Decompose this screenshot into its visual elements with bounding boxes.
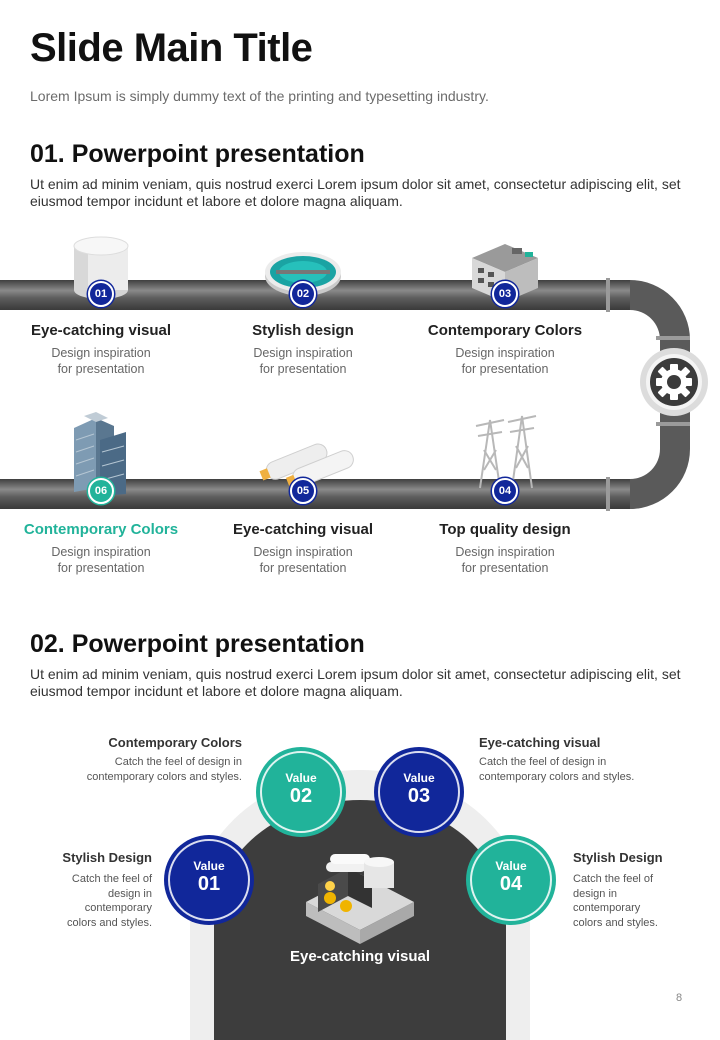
feature-desc-top-left: Catch the feel of design in contemporary colors and styles.: [86, 756, 242, 783]
stage-desc: Design inspiration for presentation: [51, 346, 151, 376]
center-label: Eye-catching visual: [289, 948, 431, 965]
stage-badge-05: 05: [290, 478, 316, 504]
section2-title: 02. Powerpoint presentation: [30, 630, 365, 658]
stage-06: [16, 521, 186, 576]
section2-body: Ut enim ad minim veniam, quis nostrud exerci Lorem ipsum dolor sit amet, consectetur adipiscing elit, set eiusmod tempor incidunt et labore et dolore magna aliquam.: [30, 666, 681, 699]
stage-desc: Design inspiration for presentation: [455, 346, 555, 376]
slide-subtitle: Lorem Ipsum is simply dummy text of the printing and typesetting industry.: [30, 88, 489, 104]
stage-title: Stylish design: [252, 322, 354, 339]
stage-desc: Design inspiration for presentation: [455, 545, 555, 575]
section1-body: Ut enim ad minim veniam, quis nostrud exerci Lorem ipsum dolor sit amet, consectetur adipiscing elit, set eiusmod tempor incidunt et labore et dolore magna aliquam.: [30, 176, 681, 209]
slide-title: Slide Main Title: [30, 26, 313, 70]
stage-desc: Design inspiration for presentation: [51, 545, 151, 575]
value-circle-03: Value 03: [374, 747, 464, 837]
stage-03: [420, 322, 590, 377]
value-circle-04: Value 04: [466, 835, 556, 925]
value-circle-02: Value 02: [256, 747, 346, 837]
stage-title: Contemporary Colors: [427, 322, 583, 339]
pipeline-diagram: [0, 230, 720, 590]
feature-desc-left: Catch the feel of design in contemporary colors and styles.: [67, 873, 152, 929]
stage-title: Contemporary Colors: [23, 521, 179, 538]
feature-desc-right: Catch the feel of design in contemporary colors and styles.: [573, 873, 658, 929]
section1-title: 01. Powerpoint presentation: [30, 140, 365, 168]
stage-title: Eye-catching visual: [232, 521, 374, 538]
feature-desc-top-right: Catch the feel of design in contemporary colors and styles.: [479, 756, 635, 783]
feature-title-top-left: Contemporary Colors: [108, 735, 242, 750]
stage-title: Eye-catching visual: [30, 322, 172, 339]
stage-01: [16, 322, 186, 377]
stage-badge-06: 06: [88, 478, 114, 504]
feature-title-right: Stylish Design: [573, 850, 663, 865]
stage-title: Top quality design: [439, 521, 571, 538]
stage-04: [420, 521, 590, 576]
stage-02: [218, 322, 388, 377]
stage-badge-04: 04: [492, 478, 518, 504]
stage-badge-01: 01: [88, 281, 114, 307]
stage-desc: Design inspiration for presentation: [253, 346, 353, 376]
page-number: 8: [676, 992, 683, 1004]
stage-badge-02: 02: [290, 281, 316, 307]
feature-title-left: Stylish Design: [62, 850, 152, 865]
value-circle-01: Value 01: [164, 835, 254, 925]
stage-badge-03: 03: [492, 281, 518, 307]
feature-title-top-right: Eye-catching visual: [479, 735, 601, 750]
stage-desc: Design inspiration for presentation: [253, 545, 353, 575]
gear-valve-icon: [640, 348, 708, 416]
stage-05: [218, 521, 388, 576]
